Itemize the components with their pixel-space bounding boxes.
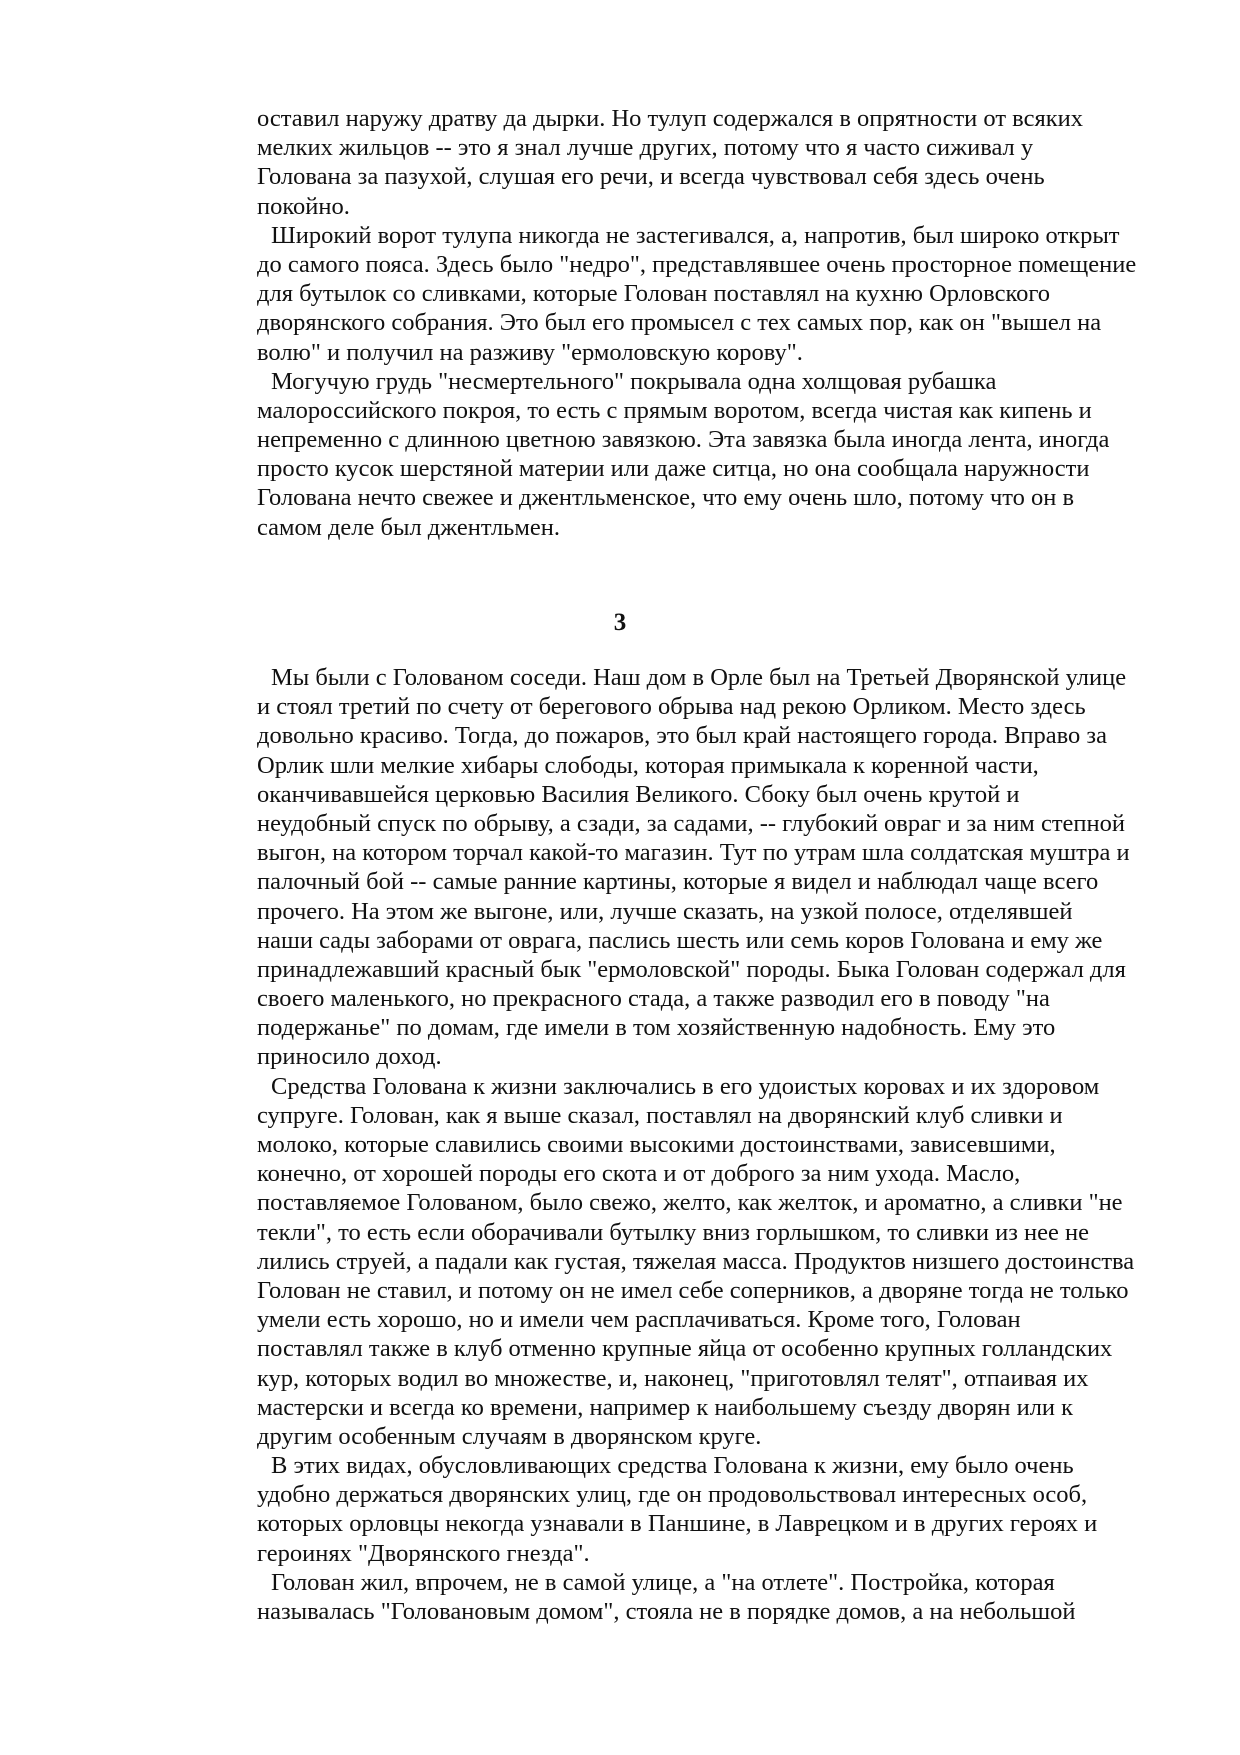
text-line: текли", то есть если оборачивали бутылку вниз горлышком, то сливки из нее не	[257, 1218, 1089, 1246]
text-line: мастерски и всегда ко времени, например к наибольшему съезду дворян или к	[257, 1393, 1074, 1421]
text-line: своего маленького, но прекрасного стада, а также разводил его в поводу "на	[257, 985, 1050, 1013]
text-line: оканчивавшейся церковью Василия Великого. Сбоку был очень крутой и	[257, 780, 1020, 808]
text-line: поставлял также в клуб отменно крупные яйца от особенно крупных голландских	[257, 1335, 1113, 1363]
text-line: наши сады заборами от оврага, паслись шесть или семь коров Голована и ему же	[257, 926, 1103, 954]
text-line: дворянского собрания. Это был его промысел с тех самых пор, как он "вышел на	[257, 309, 1102, 337]
text-line: Голована нечто свежее и джентльменское, что ему очень шло, потому что он в	[257, 484, 1075, 512]
text-line: Средства Голована к жизни заключались в его удоистых коровах и их здоровом	[271, 1072, 1100, 1100]
text-line: лились струей, а падали как густая, тяжелая масса. Продуктов низшего достоинства	[257, 1247, 1135, 1275]
text-line: Мы были с Голованом соседи. Наш дом в Орле был на Третьей Дворянской улице	[271, 664, 1127, 691]
text-line: до самого пояса. Здесь было "недро", представлявшее очень просторное помещение	[257, 250, 1137, 278]
text-line: супруге. Голован, как я выше сказал, поставлял на дворянский клуб сливки и	[257, 1101, 1063, 1129]
text-line: довольно красиво. Тогда, до пожаров, это был край настоящего города. Вправо за	[257, 722, 1107, 750]
text-line: Могучую грудь "несмертельного" покрывала одна холщовая рубашка	[271, 367, 997, 395]
text-line: принадлежавший красный бык "ермоловской" породы. Быка Голован содержал для	[257, 955, 1126, 983]
text-line: и стоял третий по счету от берегового обрыва над рекою Орликом. Место здесь	[257, 693, 1086, 721]
text-line: волю" и получил на разживу "ермоловскую корову".	[257, 338, 803, 366]
text-line: конечно, от хорошей породы его скота и от доброго за ним ухода. Масло,	[257, 1160, 1021, 1188]
text-line: для бутылок со сливками, которые Голован поставлял на кухню Орловского	[257, 280, 1051, 308]
text-line: малороссийского покроя, то есть с прямым воротом, всегда чистая как кипень и	[257, 396, 1092, 424]
text-line: подержанье" по домам, где имели в том хозяйственную надобность. Ему это	[257, 1014, 1056, 1042]
text-line: выгон, на котором торчал какой-то магазин. Тут по утрам шла солдатская муштра и	[257, 839, 1130, 867]
text-line: поставляемое Голованом, было свежо, желто, как желток, и ароматно, а сливки "не	[257, 1189, 1123, 1217]
text-line: мелких жильцов -- это я знал лучше других, потому что я часто сиживал у	[257, 134, 1034, 162]
text-line: которых орловцы некогда узнавали в Паншине, в Лаврецком и в других героях и	[257, 1510, 1098, 1538]
text-line: покойно.	[257, 192, 350, 220]
text-line: Широкий ворот тулупа никогда не застегивался, а, напротив, был широко открыт	[271, 221, 1120, 249]
chapter-number: 3	[613, 609, 627, 636]
text-line: В этих видах, обусловливающих средства Голована к жизни, ему было очень	[271, 1452, 1074, 1480]
text-line: удобно держаться дворянских улиц, где он продовольствовал интересных особ,	[257, 1481, 1088, 1509]
text-line: оставил наружу дратву да дырки. Но тулуп содержался в опрятности от всяких	[257, 105, 1083, 132]
text-line: молоко, которые славились своими высокими достоинствами, зависевшими,	[257, 1131, 1056, 1158]
text-section-bottom	[257, 663, 1157, 1626]
text-line: непременно с длинною цветною завязкою. Эта завязка была иногда лента, иногда	[257, 426, 1110, 454]
text-line: неудобный спуск по обрыву, а сзади, за садами, -- глубокий овраг и за ним степной	[257, 809, 1125, 837]
text-line: Голована за пазухой, слушая его речи, и всегда чувствовал себя здесь очень	[257, 163, 1045, 191]
text-section-top	[257, 104, 1157, 542]
text-line: самом деле был джентльмен.	[257, 513, 560, 541]
text-line: палочный бой -- самые ранние картины, которые я видел и наблюдал чаще всего	[257, 868, 1099, 896]
text-line: приносило доход.	[257, 1043, 442, 1071]
text-line: Орлик шли мелкие хибары слободы, которая примыкала к коренной части,	[257, 751, 1039, 779]
text-line: Голован не ставил, и потому он не имел себе соперников, а дворяне тогда не только	[257, 1276, 1129, 1304]
text-line: прочего. На этом же выгоне, или, лучше сказать, на узкой полосе, отделявшей	[257, 897, 1073, 925]
text-line: просто кусок шерстяной материи или даже ситца, но она сообщала наружности	[257, 455, 1090, 483]
text-line: кур, которых водил во множестве, и, наконец, "приготовлял телят", отпаивая их	[257, 1364, 1089, 1392]
text-line: героинях "Дворянского гнезда".	[257, 1539, 590, 1567]
text-line: называлась "Головановым домом", стояла не в порядке домов, а на небольшой	[257, 1598, 1076, 1625]
text-line: Голован жил, впрочем, не в самой улице, а "на отлете". Постройка, которая	[271, 1568, 1055, 1596]
text-line: умели есть хорошо, но и имели чем расплачиваться. Кроме того, Голован	[257, 1306, 1021, 1334]
text-line: другим особенным случаям в дворянском круге.	[257, 1422, 762, 1450]
